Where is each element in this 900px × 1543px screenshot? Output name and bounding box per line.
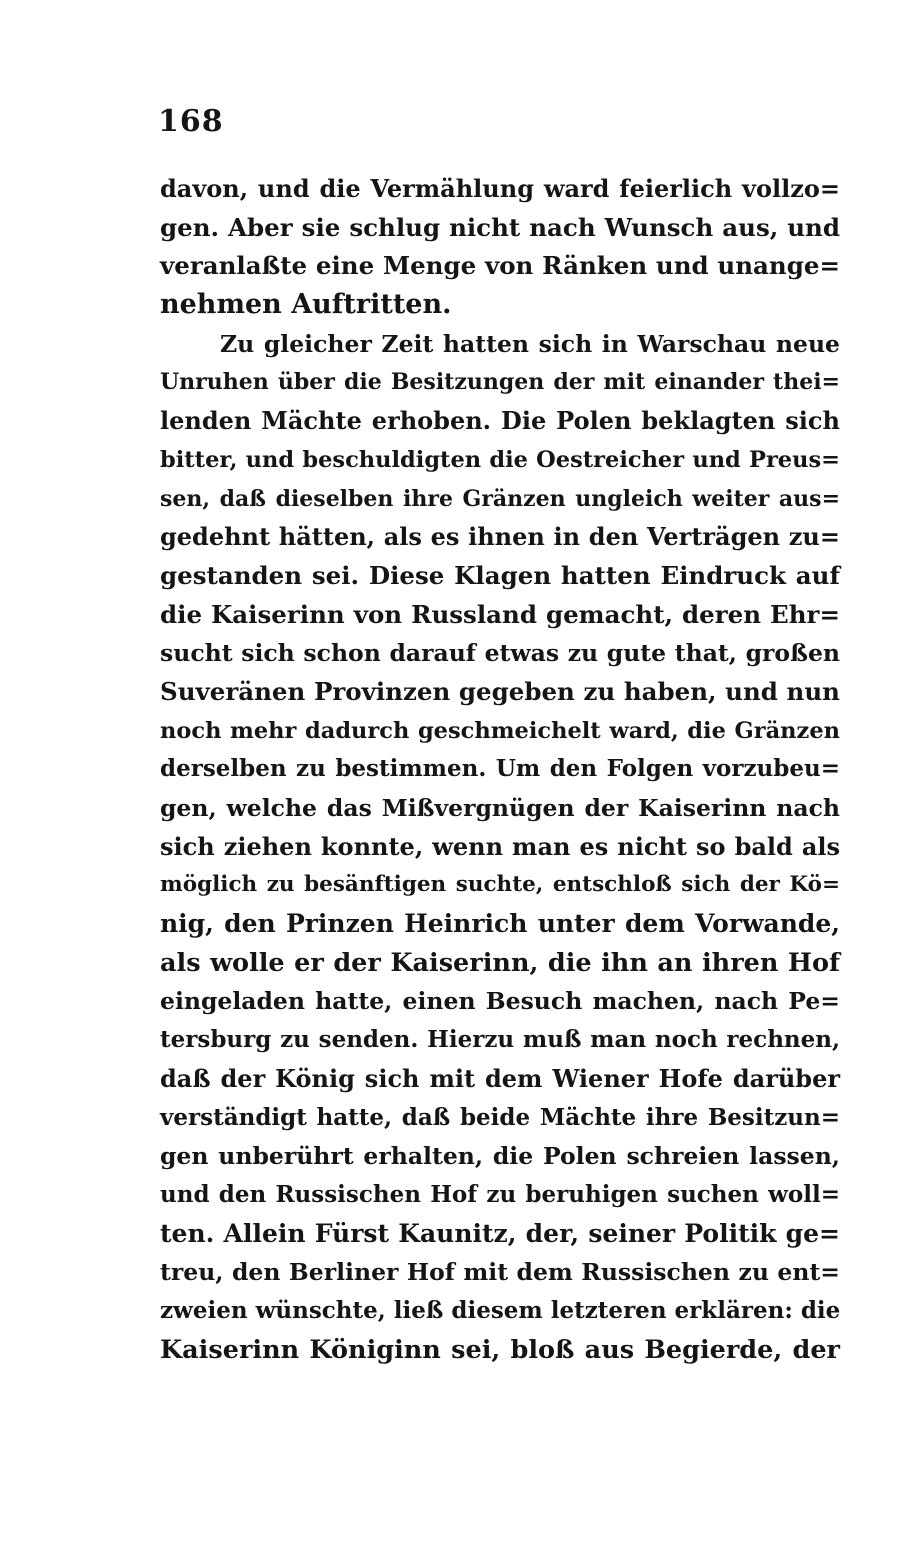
text-line: verständigt hatte, daß beide Mächte ihre Besitzun= [160, 1103, 840, 1131]
text-line: gestanden sei. Diese Klagen hatten Eindruck auf [160, 560, 840, 590]
text-line: nig, den Prinzen Heinrich unter dem Vorwande, [160, 909, 840, 939]
text-line: sich ziehen konnte, wenn man es nicht so bald als [160, 831, 840, 861]
body-text [160, 170, 840, 1369]
paragraph-start-line: Zu gleicher Zeit hatten sich in Warschau neue [220, 329, 840, 358]
text-line: gedehnt hätten, als es ihnen in den Verträgen zu= [160, 522, 840, 552]
text-line: möglich zu besänftigen suchte, entschloß sich der Kö= [160, 872, 840, 898]
text-line: nehmen Auftritten. [160, 289, 452, 321]
text-line: davon, und die Vermählung ward feierlich vollzo= [160, 174, 840, 203]
page-number: 168 [158, 104, 224, 139]
text-line: die Kaiserinn von Russland gemacht, deren Ehr= [160, 599, 840, 629]
text-line: derselben zu bestimmen. Um den Folgen vorzubeu= [160, 755, 840, 783]
text-line: Kaiserinn Königinn sei, bloß aus Begierde, der [160, 1334, 840, 1365]
text-line: als wolle er der Kaiserinn, die ihn an ihren Hof [160, 947, 840, 978]
text-line: sen, daß dieselben ihre Gränzen ungleich weiter aus= [160, 485, 840, 512]
text-line: tersburg zu senden. Hierzu muß man noch rechnen, [160, 1026, 840, 1054]
text-line: Suveränen Provinzen gegeben zu haben, und nun [160, 676, 840, 706]
text-line: noch mehr dadurch geschmeichelt ward, die Gränzen [160, 717, 840, 744]
text-line: ten. Allein Fürst Kaunitz, der, seiner Politik ge= [160, 1218, 840, 1248]
text-line: gen, welche das Mißvergnügen der Kaiserinn nach [160, 794, 840, 822]
text-line: sucht sich schon darauf etwas zu gute that, großen [160, 639, 840, 668]
text-line: gen. Aber sie schlug nicht nach Wunsch aus, und [160, 212, 840, 242]
text-line: bitter, und beschuldigten die Oestreicher und Preus= [160, 446, 840, 473]
text-line: eingeladen hatte, einen Besuch machen, nach Pe= [160, 987, 840, 1016]
text-line: treu, den Berliner Hof mit dem Russischen zu ent= [160, 1258, 840, 1287]
text-line: daß der König sich mit dem Wiener Hofe darüber [160, 1063, 840, 1093]
text-line: Unruhen über die Besitzungen der mit einander thei= [160, 369, 840, 396]
text-line: gen unberührt erhalten, die Polen schreien lassen, [160, 1142, 840, 1171]
text-line: veranlaßte eine Menge von Ränken und unange= [160, 251, 840, 281]
text-line: und den Russischen Hof zu beruhigen suchen woll= [160, 1180, 840, 1208]
text-line: lenden Mächte erhoben. Die Polen beklagten sich [160, 406, 840, 436]
text-line: zweien wünschte, ließ diesem letzteren erklären: die [160, 1296, 841, 1324]
